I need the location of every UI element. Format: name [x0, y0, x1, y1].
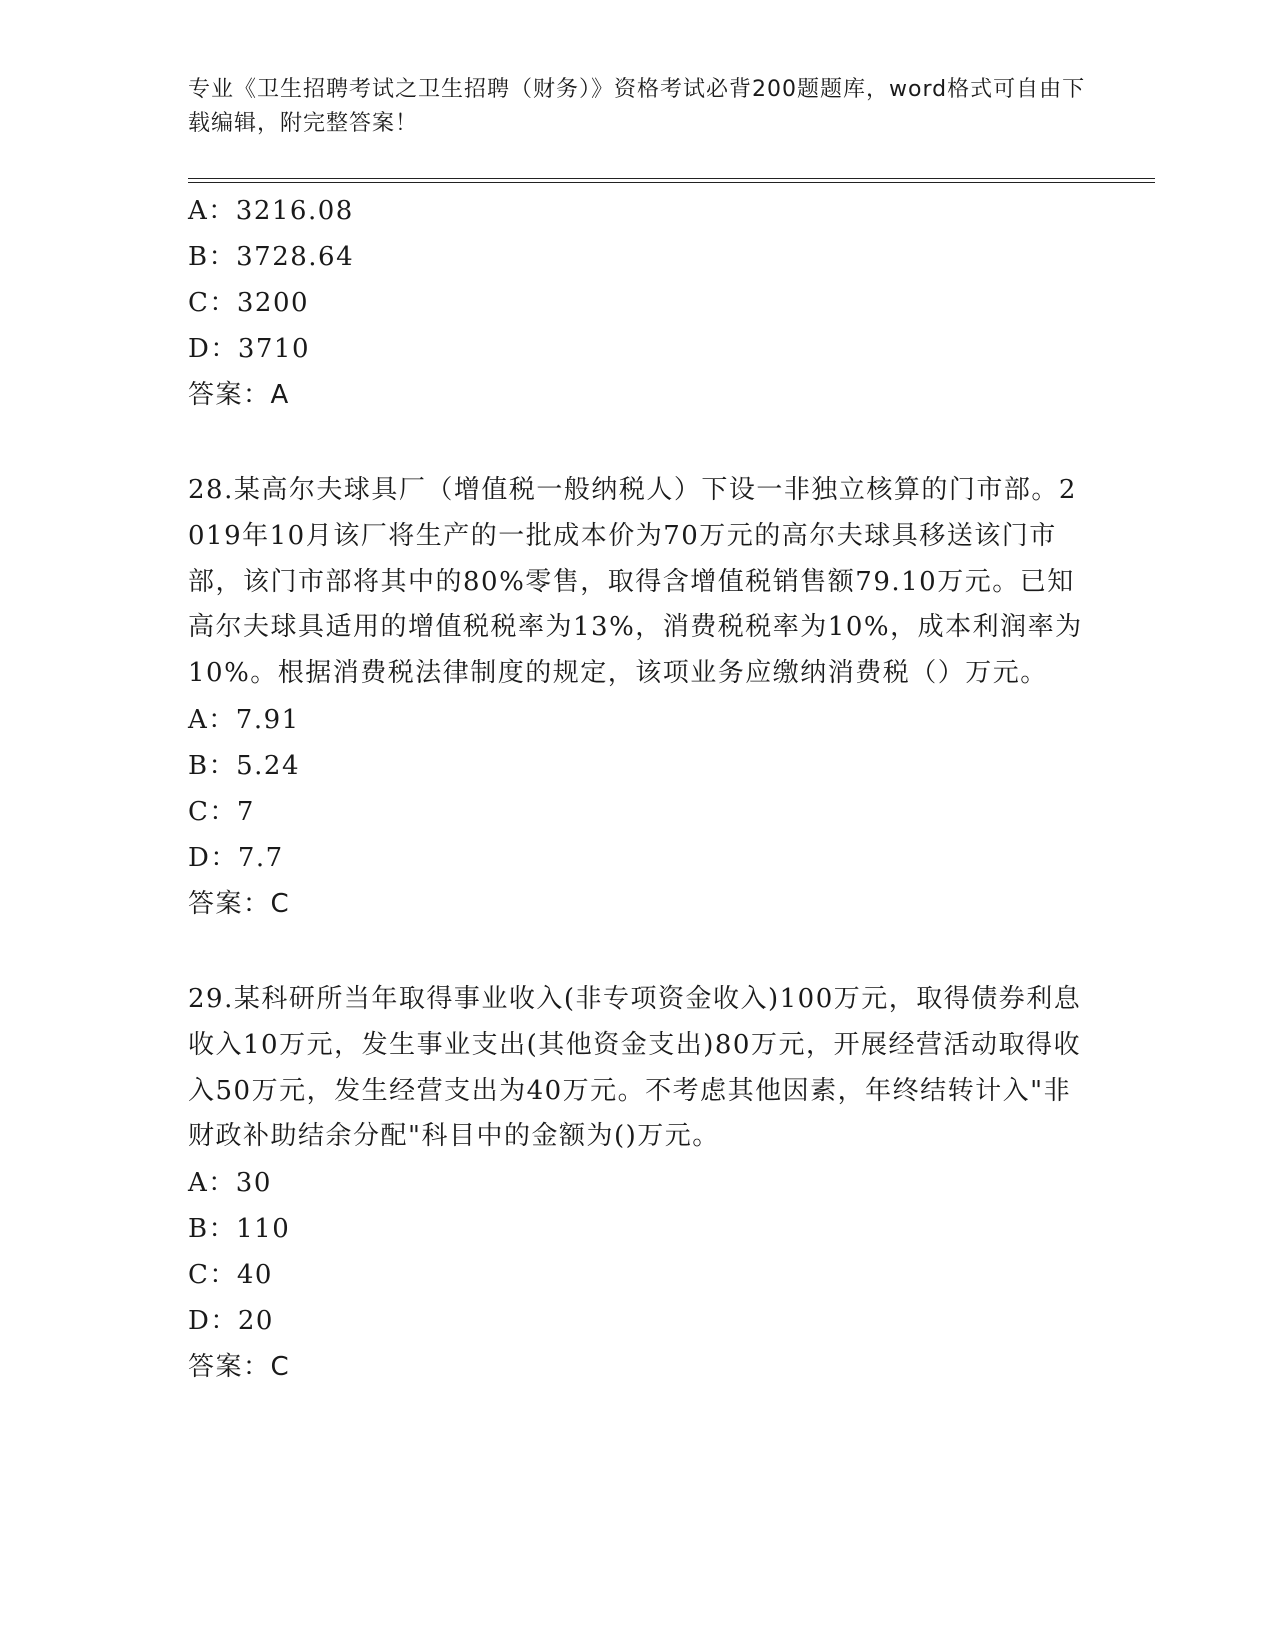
option-c: C：7: [188, 796, 255, 827]
answer-line: 答案：C: [188, 888, 291, 919]
header-divider-bottom: [188, 182, 1155, 183]
answer-line: 答案：C: [188, 1352, 291, 1383]
option-a: A：7.91: [188, 704, 300, 735]
document-header: 专业《卫生招聘考试之卫生招聘（财务）》资格考试必背200题题库，word格式可自由下载编辑，附完整答案！: [188, 77, 1086, 136]
question-text: 28.某高尔夫球具厂（增值税一般纳税人）下设一非独立核算的门市部。2019年10月该厂将生产的一批成本价为70万元的高尔夫球具移送该门市部，该门市部将其中的80%零售，取得含增值税销售额79.10万元。已知高尔夫球具适用的增值税税率为13%，消费税税率为10%，成本利润率为10%。根据消费税法律制度的规定，该项业务应缴纳消费税（）万元。: [188, 475, 1083, 689]
option-d: D：20: [188, 1306, 274, 1337]
option-d: D：3710: [188, 334, 311, 364]
question-29: [188, 977, 1088, 1390]
option-c: C：40: [188, 1260, 273, 1291]
option-b: B：110: [188, 1214, 291, 1245]
question-28: [188, 468, 1088, 927]
answer-line: 答案：A: [188, 380, 290, 410]
option-b: B：5.24: [188, 750, 300, 781]
option-a: A：3216.08: [188, 196, 354, 226]
option-b: B：3728.64: [188, 242, 355, 272]
question-content: [188, 188, 1088, 1390]
question-27-options: [188, 188, 1088, 418]
option-d: D：7.7: [188, 842, 284, 873]
header-divider-top: [188, 178, 1155, 179]
question-text: 29.某科研所当年取得事业收入(非专项资金收入)100万元，取得债券利息收入10万元，发生事业支出(其他资金支出)80万元，开展经营活动取得收入50万元，发生经营支出为40万元。不考虑其他因素，年终结转计入"非财政补助结余分配"科目中的金额为()万元。: [188, 983, 1082, 1152]
option-a: A：30: [188, 1168, 272, 1199]
option-c: C：3200: [188, 288, 310, 318]
